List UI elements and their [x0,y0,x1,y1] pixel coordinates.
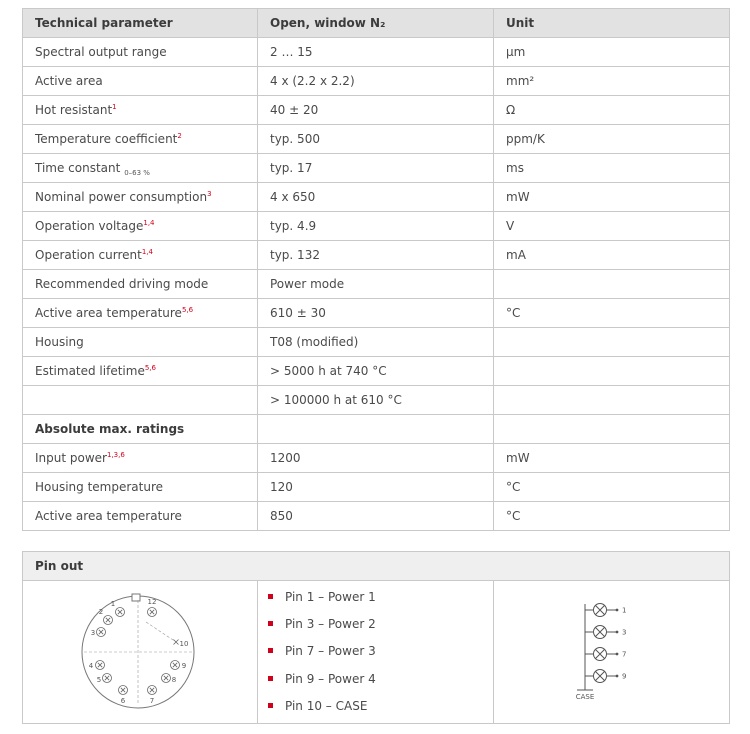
value-cell: typ. 132 [258,241,494,270]
parameter-label: Estimated lifetime [35,364,145,378]
parameter-cell [23,299,258,328]
unit-cell [494,270,730,299]
housing-pin-number: 12 [147,597,157,606]
parameter-cell [23,183,258,212]
footnote-ref: 1,4 [143,219,155,227]
housing-pin-10 [174,639,189,648]
circuit-pin-label: 3 [621,628,626,636]
value-cell: 4 x (2.2 x 2.2) [258,67,494,96]
value-cell: 4 x 650 [258,183,494,212]
value-cell: typ. 17 [258,154,494,183]
table-row [23,328,730,357]
table-row [23,96,730,125]
parameter-cell [23,212,258,241]
housing-pin-8 [162,673,177,684]
value-cell: > 100000 h at 610 °C [258,386,494,415]
circuit-pin-label: 9 [621,672,626,680]
bullet-icon [268,648,273,653]
parameter-label: Spectral output range [35,45,167,59]
housing-pin-3 [91,627,106,637]
unit-cell: µm [494,38,730,67]
table-row [23,67,730,96]
housing-pin-number: 7 [149,696,155,705]
value-cell: 610 ± 30 [258,299,494,328]
housing-pin-4 [89,660,105,670]
value-cell: Power mode [258,270,494,299]
housing-pin-6 [119,685,128,705]
unit-cell [494,328,730,357]
table-row [23,183,730,212]
value-cell: typ. 500 [258,125,494,154]
unit-cell: °C [494,502,730,531]
value-cell: 1200 [258,444,494,473]
parameter-cell [23,415,258,444]
parameter-label: Recommended driving mode [35,277,209,291]
table-row [23,444,730,473]
value-cell: 850 [258,502,494,531]
housing-pin-1 [111,600,125,617]
circuit-lamp-7 [585,647,626,660]
table-row [23,38,730,67]
parameter-cell [23,67,258,96]
value-cell [258,415,494,444]
unit-cell [494,415,730,444]
housing-pin-2 [99,608,113,625]
parameter-label: Active area temperature [35,509,182,523]
footnote-ref: 1,4 [141,248,153,256]
housing-pin-number: 10 [179,639,189,648]
value-cell: 40 ± 20 [258,96,494,125]
housing-pin-number: 8 [171,675,177,684]
footnote-ref: 3 [207,190,212,198]
unit-cell: mA [494,241,730,270]
table-row [23,357,730,386]
table-row [23,154,730,183]
table-row [23,241,730,270]
unit-cell [494,357,730,386]
parameter-label: Active area [35,74,103,88]
pin-label: Pin 1 – Power 1 [285,589,376,604]
circuit-diagram [572,596,652,706]
housing-pin-number: 4 [88,661,94,670]
pin-list-item [268,666,493,693]
unit-cell: °C [494,473,730,502]
parameter-cell [23,328,258,357]
parameter-label: Active area temperature [35,306,182,320]
housing-pin-diagram [80,590,200,712]
table-row [23,473,730,502]
unit-cell [494,386,730,415]
table-row [23,502,730,531]
housing-pin-number: 9 [181,661,187,670]
circuit-lamp-9 [585,669,626,682]
pin-list [258,584,493,721]
housing-pin-diagram-cell [23,581,258,724]
housing-pin-number: 6 [120,696,126,705]
footnote-ref: 5,6 [181,306,194,314]
table-row [23,299,730,328]
table-row [23,415,730,444]
housing-pin-number: 5 [96,675,102,684]
value-cell: typ. 4.9 [258,212,494,241]
parameter-cell [23,96,258,125]
parameter-cell [23,444,258,473]
housing-pin-9 [171,660,187,670]
unit-cell: Ω [494,96,730,125]
parameter-cell [23,473,258,502]
circuit-pin-label: 7 [621,650,626,658]
parameter-label: Operation current [35,248,142,262]
pin-label: Pin 9 – Power 4 [285,671,376,686]
technical-parameters-table [22,8,730,531]
footnote-ref: 5,6 [144,364,156,372]
housing-pin-number: 1 [110,599,116,608]
pin-out-title: Pin out [23,552,730,581]
parameter-label: Housing [35,335,84,349]
pin-out-table [22,551,730,724]
table-row [23,125,730,154]
bullet-icon [268,594,273,599]
pin-list-item [268,584,493,611]
table-row [23,212,730,241]
circuit-lamp-1 [585,603,626,616]
housing-pin-number: 2 [98,607,104,616]
unit-cell: ms [494,154,730,183]
unit-cell: ppm/K [494,125,730,154]
header-parameter: Technical parameter [23,9,258,38]
parameter-cell [23,270,258,299]
circuit-lamp-3 [585,625,626,638]
housing-pin-5 [97,673,112,684]
pin-label: Pin 3 – Power 2 [285,616,376,631]
parameter-subscript: 0–63 % [124,169,150,177]
pin-list-item [268,693,493,720]
table-row [23,386,730,415]
housing-pin-number: 3 [90,628,96,637]
unit-cell: mW [494,444,730,473]
unit-cell: V [494,212,730,241]
footnote-ref: 1,3,6 [106,451,125,459]
unit-cell: °C [494,299,730,328]
parameter-label: Hot resistant [35,103,113,117]
case-label: CASE [575,692,594,701]
pin-list-cell [258,581,494,724]
header-value: Open, window N₂ [258,9,494,38]
unit-cell: mm² [494,67,730,96]
housing-pin-7 [148,685,157,705]
parameter-label: Absolute max. ratings [35,422,185,436]
bullet-icon [268,703,273,708]
unit-cell: mW [494,183,730,212]
value-cell: T08 (modified) [258,328,494,357]
parameter-cell [23,386,258,415]
pin-label: Pin 7 – Power 3 [285,644,376,659]
circuit-diagram-cell [494,581,730,724]
parameter-label: Housing temperature [35,480,164,494]
parameter-cell [23,38,258,67]
table-row [23,270,730,299]
parameter-cell [23,502,258,531]
value-cell: 2 … 15 [258,38,494,67]
circuit-pin-label: 1 [621,606,626,614]
value-cell: > 5000 h at 740 °C [258,357,494,386]
value-cell: 120 [258,473,494,502]
table-header-row [23,9,730,38]
footnote-ref: 1 [112,103,117,111]
parameter-label: Input power [35,451,107,465]
parameter-label: Nominal power consumption [35,190,208,204]
pin-label: Pin 10 – CASE [285,699,368,714]
parameter-cell [23,357,258,386]
header-unit: Unit [494,9,730,38]
parameter-cell [23,241,258,270]
footnote-ref: 2 [177,132,182,140]
pin-list-item [268,611,493,638]
parameter-label: Time constant [35,161,121,175]
bullet-icon [268,621,273,626]
parameter-label: Operation voltage [35,219,144,233]
parameter-label: Temperature coefficient [35,132,178,146]
bullet-icon [268,676,273,681]
pin-list-item [268,638,493,665]
housing-pin-12 [148,598,157,617]
parameter-cell [23,154,258,183]
parameter-cell [23,125,258,154]
